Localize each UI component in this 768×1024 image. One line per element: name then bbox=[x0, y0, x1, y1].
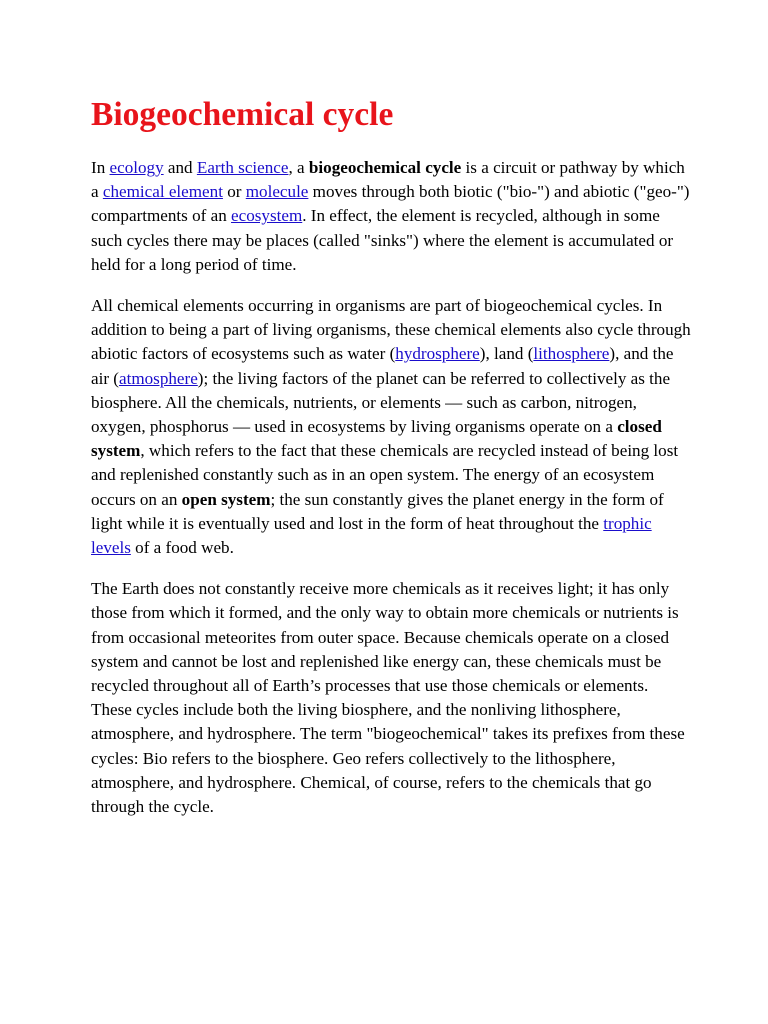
link-trophic-levels[interactable]: trophic levels bbox=[91, 513, 652, 558]
link-hydrosphere[interactable]: hydrosphere bbox=[395, 344, 480, 364]
link-ecology[interactable]: ecology bbox=[109, 158, 164, 177]
text-run: or bbox=[222, 182, 246, 202]
text-run: , a bbox=[288, 158, 309, 177]
text-run: All chemical elements occurring in organisms are part of biogeochemical cycles. In addition to being a part of living organisms, these chemical elements also cycle through abiotic factors of ecosystems such as water ( bbox=[91, 296, 691, 364]
text-run: , which refers to the fact that these chemicals are recycled instead of being lost and replenished constantly such as in an open system. The energy of an ecosystem occurs on an bbox=[91, 441, 679, 509]
link-chemical-element[interactable]: chemical element bbox=[102, 182, 223, 202]
link-molecule[interactable]: molecule bbox=[245, 182, 309, 202]
text-run: In bbox=[91, 158, 110, 177]
text-run: moves through both biotic ("bio-") and abiotic ("geo-") compartments of an bbox=[91, 182, 690, 226]
link-atmosphere[interactable]: atmosphere bbox=[119, 368, 198, 388]
paragraph-earth: The Earth does not constantly receive more chemicals as it receives light; it has only those from which it formed, and the only way to obtain more chemicals or nutrients is from occasional meteorites from outer space. Because chemicals operate on a closed system and cannot be lost and replenished like energy can, these chemicals must be recycled throughout all of Earth’s processes that use those chemicals or elements. These cycles include both the living biosphere, and the nonliving lithosphere, atmosphere, and hydrosphere. The term "biogeochemical" takes its prefixes from these cycles: Bio refers to the biosphere. Geo refers collectively to the lithosphere, atmosphere, and hydrosphere. Chemical, of course, refers to the chemicals that go through the cycle. bbox=[91, 579, 685, 817]
text-run: is a circuit or pathway by which a bbox=[91, 158, 685, 202]
paragraph-intro bbox=[91, 156, 691, 277]
text-run: ); the living factors of the planet can be referred to collectively as the biosphere. All the chemicals, nutrients, or elements — such as carbon, nitrogen, oxygen, phosphorus — used in ecosystems by living organisms operate on a bbox=[91, 368, 671, 437]
text-run: of a food web. bbox=[130, 538, 234, 558]
paragraph-elements bbox=[91, 294, 691, 560]
article bbox=[91, 94, 691, 836]
page-title: Biogeochemical cycle bbox=[91, 96, 394, 133]
link-lithosphere[interactable]: lithosphere bbox=[533, 344, 610, 364]
term-closed-system: closed system bbox=[91, 417, 662, 461]
text-run: ; the sun constantly gives the planet energy in the form of light while it is eventually used and lost in the form of heat throughout the bbox=[91, 489, 664, 533]
text-run: and bbox=[163, 158, 197, 177]
text-run: . In effect, the element is recycled, although in some such cycles there may be places (called "sinks") where the element is accumulated or held for a long period of time. bbox=[91, 206, 674, 274]
term-biogeochemical-cycle: biogeochemical cycle bbox=[308, 158, 462, 177]
link-earth-science[interactable]: Earth science bbox=[196, 158, 289, 177]
text-run: ), land ( bbox=[479, 344, 534, 364]
term-open-system: open system bbox=[181, 489, 271, 509]
text-run: ), and the air ( bbox=[91, 344, 674, 388]
link-ecosystem[interactable]: ecosystem bbox=[231, 206, 303, 226]
